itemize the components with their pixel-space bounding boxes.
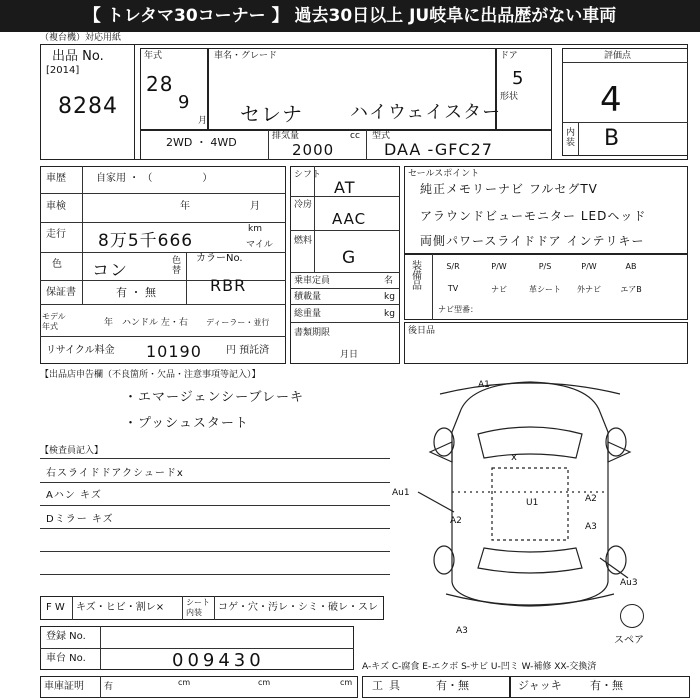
doors-value: 5 <box>512 68 525 89</box>
year-value: 28 <box>146 72 174 96</box>
tools-label: 工具 <box>372 679 406 692</box>
rear-window <box>478 548 582 573</box>
declaration-label: 【出品店申告欄（不良箇所・欠品・注意事項等記入）】 <box>40 370 261 380</box>
jack-value: 有・無 <box>590 679 623 692</box>
cert-mark-0: 有 <box>104 682 114 692</box>
score-label: 評価点 <box>604 51 632 61</box>
navi-model-label: ナビ型番： <box>438 305 478 314</box>
year-month-unit: 月 <box>198 116 208 126</box>
handle-label: ハンドル 左・右 <box>122 318 188 328</box>
capacity-unit: 名 <box>384 276 394 286</box>
inspector-line-2: Aハン キズ <box>46 490 102 501</box>
banner: 【 トレタマ30コーナー 】 過去30日以上 JU岐阜に出品歴がない車両 <box>0 0 700 32</box>
cert-mark-3: cm <box>340 678 353 687</box>
wheel-rear-left <box>434 546 454 574</box>
fuel-value: G <box>342 248 357 268</box>
declaration-line-1: ・エマージェンシーブレーキ <box>124 390 304 405</box>
detail-table <box>40 166 286 364</box>
ac-value: AAC <box>332 210 367 228</box>
doors-label: ドア <box>500 51 518 61</box>
interior-label: 内装 <box>566 128 576 148</box>
rear-bumper <box>446 594 614 605</box>
equip-ps: P/S <box>538 262 552 271</box>
inspection-month: 月 <box>250 201 260 212</box>
model-year-unit: 年 <box>104 318 114 328</box>
equip-pw2: P/W <box>581 262 597 271</box>
warranty-value: 有 ・ 無 <box>116 286 156 299</box>
cert-label: 車庫証明 <box>44 681 84 692</box>
chassis-value: 009430 <box>172 650 265 671</box>
fw-text: キズ・ヒビ・割レ× <box>76 602 165 613</box>
warranty-label: 保証書 <box>46 287 76 298</box>
mileage-label: 走行 <box>46 229 66 240</box>
reg-no-label: 登録 No. <box>46 631 86 642</box>
mark-au1: Au1 <box>392 488 410 498</box>
score-value: 4 <box>600 80 623 120</box>
load-label: 積載量 <box>294 292 322 302</box>
inspector-label: 【検査員記入】 <box>40 446 104 456</box>
lot-number: 8284 <box>58 94 118 119</box>
equip-ab: AB <box>625 262 637 271</box>
equip-ext-navi: 外ナビ <box>577 285 601 294</box>
after-note-label: 後日品 <box>408 326 436 336</box>
spare-tire-icon <box>620 604 644 628</box>
cert-mark-1: cm <box>178 678 191 687</box>
fw-label: F W <box>46 602 65 613</box>
after-note-box <box>404 322 688 364</box>
inspection-label: 車検 <box>46 201 66 212</box>
history-label: 車歴 <box>46 173 66 184</box>
mark-u1: U1 <box>526 498 539 508</box>
mark-a2-left: A2 <box>450 516 462 526</box>
model-label: 車名・グレード <box>214 51 278 61</box>
right-mirror <box>608 442 630 462</box>
color-value: コン <box>92 261 128 281</box>
left-mirror <box>430 442 452 462</box>
doc-expiry-label: 書類期限 <box>294 328 331 338</box>
windshield <box>478 427 582 458</box>
recycle-value: 10190 <box>146 342 202 361</box>
mark-a2-right: A2 <box>585 494 597 504</box>
seat-label: シート内装 <box>186 598 210 617</box>
jack-label: ジャッキ <box>518 679 562 692</box>
dealer-label: ディーラー・並行 <box>206 318 270 327</box>
color-no-label: カラーNo. <box>196 253 243 264</box>
displacement-value: 2000 <box>292 141 335 159</box>
doc-expiry-unit: 月日 <box>340 350 359 360</box>
year-label: 年式 <box>144 51 163 61</box>
shape-label: 形状 <box>500 92 519 102</box>
seat-text: コゲ・穴・汚レ・シミ・破レ・スレ <box>218 602 378 613</box>
spare-label: スペア <box>614 635 644 646</box>
ac-label: 冷房 <box>294 200 313 210</box>
sales-point-2: アラウンドビューモニター LEDヘッド <box>420 209 647 223</box>
mark-x: x <box>511 452 517 463</box>
shift-label: シフト <box>294 170 322 180</box>
mark-a1-top: A1 <box>478 380 490 390</box>
displacement-unit: cc <box>350 131 360 141</box>
color-change-label: 色替 <box>172 256 182 276</box>
mileage-unit-mile: マイル <box>246 240 273 250</box>
sales-point-1: 純正メモリーナビ フルセグTV <box>420 182 598 196</box>
capacity-label: 乗車定員 <box>294 276 331 286</box>
history-value: 自家用 ・ （ ） <box>96 173 213 184</box>
load-unit: kg <box>384 292 395 302</box>
weight-unit: kg <box>384 309 395 319</box>
drive-label: 2WD ・ 4WD <box>166 136 237 149</box>
model-year-label: モデル年式 <box>42 312 66 331</box>
legend: A-キズ C-腐食 E-エクボ S-サビ U-凹ミ W-補修 XX-交換済 <box>362 662 597 672</box>
weight-label: 総重量 <box>294 309 322 319</box>
type-value: DAA -GFC27 <box>384 140 493 159</box>
equip-pw1: P/W <box>491 262 507 271</box>
equip-leather: 革シート <box>529 285 561 294</box>
tools-value: 有・無 <box>436 679 469 692</box>
cert-mark-2: cm <box>258 678 271 687</box>
shift-value: AT <box>334 178 356 197</box>
mark-au3: Au3 <box>620 578 638 588</box>
model-name: セレナ <box>240 102 303 126</box>
color-no: RBR <box>210 276 247 295</box>
score-box <box>562 48 688 156</box>
equip-navi: ナビ <box>491 285 507 294</box>
model-grade: ハイウェイスター <box>350 102 502 123</box>
sales-points-label: セールスポイント <box>408 169 480 179</box>
sales-point-3: 両側パワースライドドア インテリキー <box>420 234 645 248</box>
chassis-label: 車台 No. <box>46 653 86 664</box>
mark-a3-bottom: A3 <box>456 626 468 636</box>
year-month: 9 <box>178 92 191 113</box>
displacement-label: 排気量 <box>272 131 300 141</box>
cert-row <box>40 676 358 698</box>
mark-a3-right: A3 <box>585 522 597 532</box>
recycle-unit: 円 預託済 <box>226 345 270 356</box>
sub-note: （複台機）対応用紙 <box>40 33 122 43</box>
equip-sr: S/R <box>446 262 460 271</box>
lot-label: 出品 No. <box>52 49 104 64</box>
inspector-line-3: Dミラー キズ <box>46 514 114 525</box>
fuel-label: 燃料 <box>294 236 313 246</box>
mileage-value: 8万5千666 <box>98 231 194 251</box>
inspector-line-1: 右スライドドアクシュードx <box>46 468 184 479</box>
color-label: 色 <box>52 259 62 270</box>
equip-tv: TV <box>447 284 459 293</box>
front-bumper <box>440 383 620 394</box>
recycle-label: リサイクル料金 <box>46 345 115 356</box>
equip-airbag: エアB <box>620 285 642 294</box>
car-diagram <box>400 372 660 612</box>
mileage-unit-km: km <box>248 224 262 234</box>
inspection-year: 年 <box>180 201 190 212</box>
interior-value: B <box>604 126 621 151</box>
type-label: 型式 <box>372 131 391 141</box>
lot-year-tag: [2014] <box>46 65 80 76</box>
equipment-label: 装備品 <box>412 261 422 292</box>
declaration-line-2: ・プッシュスタート <box>124 416 249 431</box>
